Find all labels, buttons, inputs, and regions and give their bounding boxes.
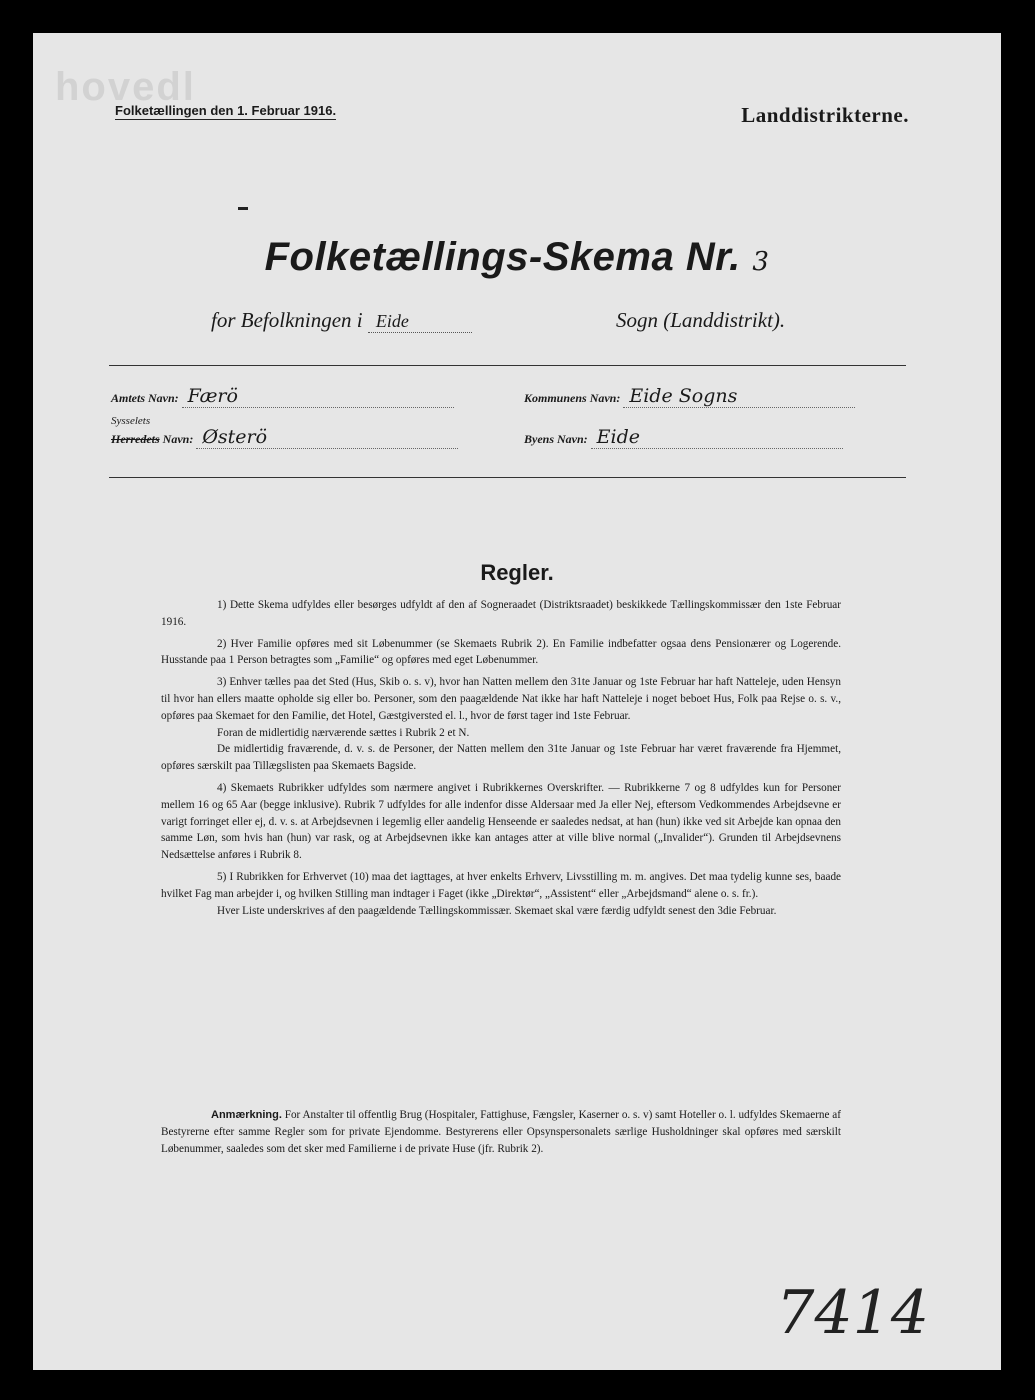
- amtet-label: Amtets Navn:: [111, 391, 179, 405]
- byen-value: Eide: [591, 426, 843, 449]
- census-form-sheet: [33, 33, 1001, 1370]
- subtitle: [211, 308, 472, 333]
- herredet-value: Østerö: [196, 426, 458, 449]
- herredet-field: [111, 415, 458, 449]
- rules-body: [161, 597, 841, 924]
- census-date-header: Folketællingen den 1. Februar 1916.: [115, 103, 337, 118]
- herredet-navn-label: Navn:: [162, 432, 194, 446]
- amtet-field: [111, 385, 454, 408]
- skema-number: 3: [752, 247, 770, 277]
- rule-paragraph-3: 3) Enhver tælles paa det Sted (Hus, Skib o. s. v), hvor han Natten mellem den 31te Januar og 1ste Februar har haft Natteleje, uden Hensyn til hvor han ellers maatte opholde sig eller bo. Personer, som den paagældende Nat ikke har haft Natteleje i noget beboet Hus, Folk paa Rejse o. s. v., opføres paa Skemaet for den Familie, det Hotel, Gæstgiversted el. l., hvor de først tager ind 1ste Februar.: [161, 676, 841, 722]
- amtet-value: Færö: [182, 385, 454, 408]
- sogn-value: Eide: [368, 311, 472, 333]
- anmaerkning-note: [161, 1107, 841, 1157]
- rule-paragraph-1: 1) Dette Skema udfyldes eller besørges udfyldt af den af Sogneraadet (Distriktsraadet) beskikkede Tællingskommissær den 1ste Februar 1916.: [161, 599, 841, 628]
- form-title-text: Folketællings-Skema Nr.: [264, 235, 741, 279]
- subtitle-prefix: for Befolkningen i: [211, 308, 363, 332]
- sysselet-correction: Sysselets: [111, 415, 151, 427]
- regler-heading: Regler.: [480, 560, 554, 585]
- divider-top: [109, 365, 906, 366]
- subtitle-suffix: Sogn (Landdistrikt).: [616, 308, 786, 332]
- rule-paragraph-3a: Foran de midlertidig nærværende sættes i Rubrik 2 et N.: [217, 726, 470, 739]
- rule-paragraph-5a: Hver Liste underskrives af den paagældende Tællingskommissær. Skemaet skal være færdig udfyldt senest den 3die Februar.: [217, 904, 777, 917]
- form-title: [33, 235, 1001, 280]
- herredet-label: Herredets: [111, 432, 160, 446]
- note-label: Anmærkning.: [211, 1109, 282, 1121]
- byen-field: [524, 426, 843, 449]
- kommunen-value: Eide Sogns: [623, 385, 855, 408]
- divider-bottom: [109, 477, 906, 478]
- handwritten-page-number: 7414: [776, 1278, 929, 1348]
- byen-label: Byens Navn:: [524, 432, 588, 446]
- faint-stamp: hovedl: [55, 65, 196, 109]
- rule-paragraph-5: 5) I Rubrikken for Erhvervet (10) maa det iagttages, at hver enkelts Erhverv, Livsstilling m. m. angives. Det maa tydelig kunne ses, baade hvilket Fag man arbejder i, og hvilken Stilling man indtager i Faget (ikke „Direktør“, „Assistent“ eller „Arbejdsmand“ alene o. s. fr.).: [161, 870, 841, 900]
- note-text: For Anstalter til offentlig Brug (Hospitaler, Fattighuse, Fængsler, Kaserner o. s. v) samt Hoteller o. l. udfyldes Skemaerne af Bestyrerne efter samme Regler som for private Ejendomme. Bestyrerens eller Opsynspersonalets særlige Husholdninger skal opføres med særskilt Løbenummer, saaledes som det sker med Familierne i de private Huse (jfr. Rubrik 2).: [161, 1109, 841, 1155]
- dash-mark: [238, 207, 248, 210]
- rule-paragraph-3b: De midlertidig fraværende, d. v. s. de Personer, der Natten mellem den 31te Januar og 1ste Februar har været fraværende fra Hjemmet, opføres særskilt paa Tillægslisten paa Skemaets Bagside.: [161, 743, 841, 773]
- rule-paragraph-4: 4) Skemaets Rubrikker udfyldes som nærmere angivet i Rubrikkernes Overskrifter. — Rubrikkerne 7 og 8 udfyldes kun for Personer mellem 16 og 65 Aar (begge inklusive). Rubrik 7 udfyldes for alle indenfor disse Aldersaar med Ja eller Nej, eftersom Vedkommendes Arbejdsevne er varigt forringet eller ej, d. v. s. at Arbejdsevnen i legemlig eller aandelig Henseende er saaledes nedsat, at han (hun) ikke ved sit Arbejde kan opnaa den samme Løn, som hvis han (hun) var rask, og at Arbejdsevnen ikke kan antages atter at ville blive normal („Invalider“). Grunden til Arbejdsevnens Nedsættelse anføres i Rubrik 8.: [161, 781, 841, 862]
- district-header: Landdistrikterne.: [741, 103, 909, 127]
- kommunen-label: Kommunens Navn:: [524, 391, 621, 405]
- rule-paragraph-2: 2) Hver Familie opføres med sit Løbenummer (se Skemaets Rubrik 2). En Familie indbefatter ogsaa dens Pensionærer og Logerende. Husstande paa 1 Person betragtes som „Familie“ og opføres med eget Løbenummer.: [161, 637, 841, 667]
- kommunen-field: [524, 385, 855, 408]
